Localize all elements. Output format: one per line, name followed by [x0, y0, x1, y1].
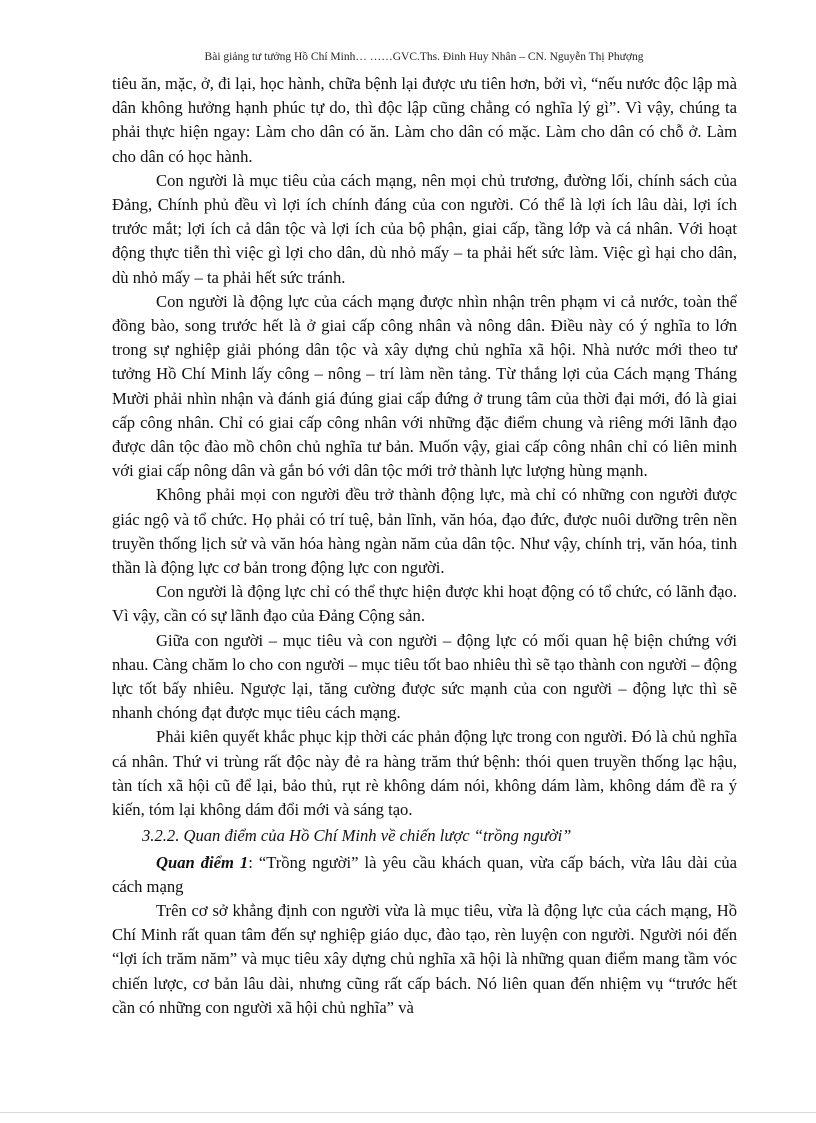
paragraph-4: Không phải mọi con người đều trở thành động lực, mà chỉ có những con người được giác ngộ và tổ chức. Họ phải có trí tuệ, bản lĩnh, văn hóa, đạo đức, được nuôi dưỡng trên nền truyền thống lịch sử và văn hóa hàng ngàn năm của dân tộc. Như vậy, chính trị, văn hóa, tinh thần là động lực cơ bản trong động lực con người.	[112, 485, 737, 578]
viewpoint-1	[112, 851, 737, 899]
page-header: Bài giảng tư tưởng Hồ Chí Minh… ……GVC.Ths. Đinh Huy Nhân – CN. Nguyễn Thị Phượng	[204, 51, 644, 63]
viewpoint-1-text: : “Trồng người” là yêu cầu khách quan, vừa cấp bách, vừa lâu dài của cách mạng	[112, 852, 737, 896]
page-bottom-divider	[0, 1112, 816, 1113]
paragraph-7: Phải kiên quyết khắc phục kịp thời các phản động lực trong con người. Đó là chủ nghĩa cá nhân. Thứ vi trùng rất độc này đẻ ra hàng trăm thứ bệnh: thói quen truyền thống lạc hậu, tàn tích xã hội cũ để lại, bảo thủ, rụt rè không dám nói, không dám làm, không dám đề ra ý kiến, tóm lại không dám đổi mới và sáng tạo.	[112, 727, 737, 820]
section-heading: 3.2.2. Quan điểm của Hồ Chí Minh về chiến lược “trồng người”	[142, 826, 572, 846]
paragraph-1: tiêu ăn, mặc, ở, đi lại, học hành, chữa bệnh lại được ưu tiên hơn, bởi vì, “nếu nước độc lập mà dân không hưởng hạnh phúc tự do, thì độc lập cũng chẳng có nghĩa lý gì”. Vì vậy, chúng ta phải thực hiện ngay: Làm cho dân có ăn. Làm cho dân có mặc. Làm cho dân có chỗ ở. Làm cho dân có học hành.	[112, 74, 737, 166]
paragraph-3: Con người là động lực của cách mạng được nhìn nhận trên phạm vi cả nước, toàn thể đồng bào, song trước hết là ở giai cấp công nhân và nông dân. Điều này có ý nghĩa to lớn trong sự nghiệp giải phóng dân tộc và xây dựng chủ nghĩa xã hội. Nhà nước mới theo tư tưởng Hồ Chí Minh lấy công – nông – trí làm nền tảng. Từ thắng lợi của Cách mạng Tháng Mười phải nhìn nhận và đánh giá đúng giai cấp đứng ở trung tâm của thời đại mới, đó là giai cấp công nhân. Chỉ có giai cấp công nhân với những đặc điểm chung và riêng mới lãnh đạo được dân tộc đào mồ chôn chủ nghĩa tư bản. Muốn vậy, giai cấp công nhân chỉ có liên minh với giai cấp nông dân và gắn bó với dân tộc mới trở thành lực lượng hùng mạnh.	[112, 291, 737, 481]
viewpoint-1-label: Quan điểm 1	[156, 852, 249, 872]
paragraph-8: Trên cơ sở khẳng định con người vừa là mục tiêu, vừa là động lực của cách mạng, Hồ Chí Minh rất quan tâm đến sự nghiệp giáo dục, đào tạo, rèn luyện con người. Người nói đến “lợi ích trăm năm” và mục tiêu xây dựng chủ nghĩa xã hội là những quan điểm mang tầm vóc chiến lược, cơ bản lâu dài, nhưng cũng rất cấp bách. Nó liên quan đến nhiệm vụ “trước hết cần có những con người xã hội chủ nghĩa” và	[112, 900, 737, 1017]
paragraph-2: Con người là mục tiêu của cách mạng, nên mọi chủ trương, đường lối, chính sách của Đảng, Chính phủ đều vì lợi ích chính đáng của con người. Có thể là lợi ích lâu dài, lợi ích trước mắt; lợi ích cả dân tộc và lợi ích của bộ phận, giai cấp, tầng lớp và cá nhân. Với hoạt động thực tiễn thì việc gì lợi cho dân, dù nhỏ mấy – ta phải hết sức làm. Việc gì hại cho dân, dù nhỏ mấy – ta phải hết sức tránh.	[112, 170, 737, 287]
paragraph-6: Giữa con người – mục tiêu và con người – động lực có mối quan hệ biện chứng với nhau. Càng chăm lo cho con người – mục tiêu tốt bao nhiêu thì sẽ tạo thành con người – động lực tốt bấy nhiêu. Ngược lại, tăng cường được sức mạnh của con người – động lực thì sẽ nhanh chóng đạt được mục tiêu cách mạng.	[112, 630, 737, 723]
paragraph-5: Con người là động lực chỉ có thể thực hiện được khi hoạt động có tổ chức, có lãnh đạo. Vì vậy, cần có sự lãnh đạo của Đảng Cộng sản.	[112, 582, 737, 626]
document-body	[112, 72, 737, 1020]
